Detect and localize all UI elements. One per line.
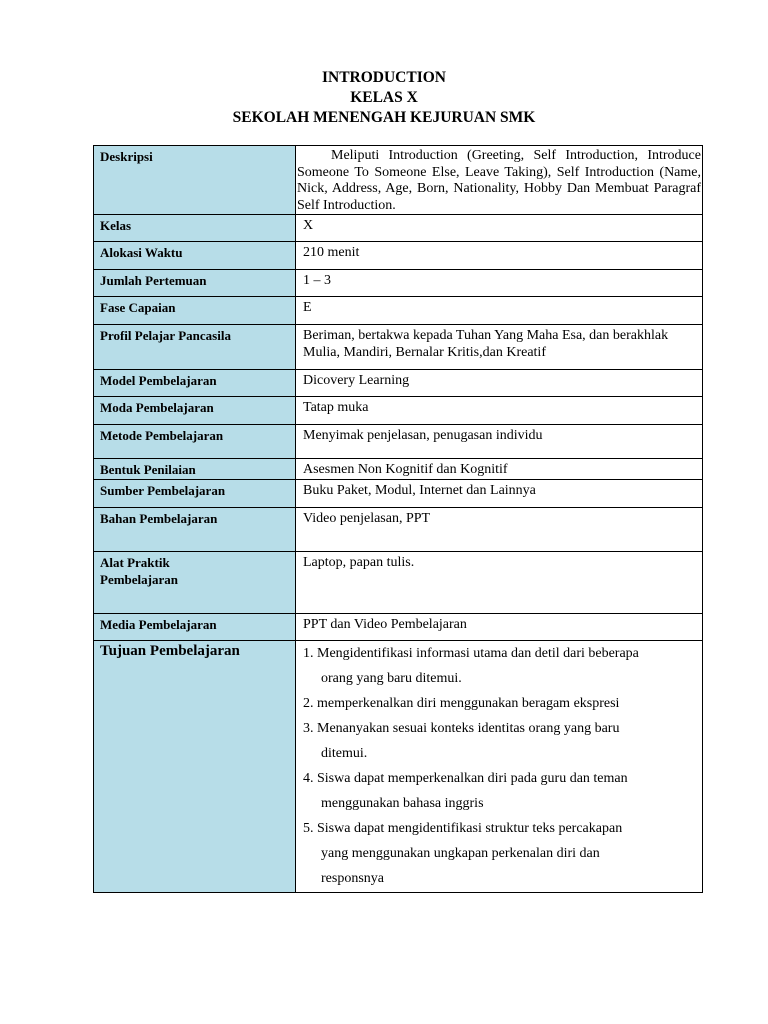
value-bentuk-penilaian: Asesmen Non Kognitif dan Kognitif xyxy=(296,459,703,480)
value-model-pembelajaran: Dicovery Learning xyxy=(296,370,703,397)
label-alat-praktik xyxy=(94,552,296,614)
goal-item-1 xyxy=(303,641,696,691)
table-row-bentuk-penilaian xyxy=(94,459,703,480)
table-row-fase-capaian xyxy=(94,297,703,325)
label-model-pembelajaran: Model Pembelajaran xyxy=(94,370,296,397)
table-row-kelas xyxy=(94,215,703,242)
table-row-tujuan-pembelajaran xyxy=(94,641,703,893)
label-sumber-pembelajaran: Sumber Pembelajaran xyxy=(94,480,296,508)
table-row-model-pembelajaran xyxy=(94,370,703,397)
goal-1-line1: 1. Mengidentifikasi informasi utama dan detil dari beberapa xyxy=(303,646,639,661)
label-moda-pembelajaran: Moda Pembelajaran xyxy=(94,397,296,425)
goal-5-line3: responsnya xyxy=(321,871,384,886)
goal-4-line2: menggunakan bahasa inggris xyxy=(321,796,484,811)
table-row-alat-praktik xyxy=(94,552,703,614)
table-row-bahan-pembelajaran xyxy=(94,508,703,552)
goal-item-4 xyxy=(303,766,696,816)
label-kelas: Kelas xyxy=(94,215,296,242)
goal-item-2 xyxy=(303,691,696,716)
goal-4-line1: 4. Siswa dapat memperkenalkan diri pada guru dan teman xyxy=(303,771,628,786)
label-bentuk-penilaian: Bentuk Penilaian xyxy=(94,459,296,480)
table-row-profil-pelajar xyxy=(94,325,703,370)
goal-1-line2: orang yang baru ditemui. xyxy=(321,671,462,686)
label-jumlah-pertemuan: Jumlah Pertemuan xyxy=(94,270,296,297)
label-media-pembelajaran: Media Pembelajaran xyxy=(94,614,296,641)
document-title xyxy=(0,68,768,128)
module-info-table xyxy=(93,145,703,893)
value-profil-pelajar: Beriman, bertakwa kepada Tuhan Yang Maha Esa, dan berakhlak Mulia, Mandiri, Bernalar Kritis,dan Kreatif xyxy=(296,325,703,370)
goal-2-line1: 2. memperkenalkan diri menggunakan beragam ekspresi xyxy=(303,696,620,711)
label-alat-praktik-line1: Alat Praktik xyxy=(100,555,170,570)
goals-list xyxy=(303,641,696,891)
label-profil-pelajar: Profil Pelajar Pancasila xyxy=(94,325,296,370)
table-row-alokasi-waktu xyxy=(94,242,703,270)
value-media-pembelajaran: PPT dan Video Pembelajaran xyxy=(296,614,703,641)
label-alokasi-waktu: Alokasi Waktu xyxy=(94,242,296,270)
value-sumber-pembelajaran: Buku Paket, Modul, Internet dan Lainnya xyxy=(296,480,703,508)
title-line-3: SEKOLAH MENENGAH KEJURUAN SMK xyxy=(232,109,536,126)
label-deskripsi: Deskripsi xyxy=(94,146,296,215)
label-tujuan-pembelajaran: Tujuan Pembelajaran xyxy=(94,641,296,893)
table-row-metode-pembelajaran xyxy=(94,425,703,459)
deskripsi-text: Meliputi Introduction (Greeting, Self Introduction, Introduce Someone To Someone Else, Leave Taking), Self Introduction (Name, Nick, Address, Age, Born, Nationality, Hobby Dan Membuat Paragraf Self Introduction. xyxy=(297,148,701,213)
value-kelas: X xyxy=(296,215,703,242)
value-tujuan-pembelajaran xyxy=(296,641,703,893)
goal-3-line1: 3. Menanyakan sesuai konteks identitas orang yang baru xyxy=(303,721,620,736)
table-row-media-pembelajaran xyxy=(94,614,703,641)
value-bahan-pembelajaran: Video penjelasan, PPT xyxy=(296,508,703,552)
value-alat-praktik: Laptop, papan tulis. xyxy=(296,552,703,614)
value-fase-capaian: E xyxy=(296,297,703,325)
value-deskripsi xyxy=(296,146,703,215)
table-row-jumlah-pertemuan xyxy=(94,270,703,297)
value-moda-pembelajaran: Tatap muka xyxy=(296,397,703,425)
table-row-deskripsi xyxy=(94,146,703,215)
value-jumlah-pertemuan: 1 – 3 xyxy=(296,270,703,297)
title-line-2: KELAS X xyxy=(350,89,418,106)
value-metode-pembelajaran: Menyimak penjelasan, penugasan individu xyxy=(296,425,703,459)
goal-5-line1: 5. Siswa dapat mengidentifikasi struktur teks percakapan xyxy=(303,821,623,836)
label-fase-capaian: Fase Capaian xyxy=(94,297,296,325)
goal-item-3 xyxy=(303,716,696,766)
value-alokasi-waktu: 210 menit xyxy=(296,242,703,270)
table-row-moda-pembelajaran xyxy=(94,397,703,425)
goal-3-line2: ditemui. xyxy=(321,746,368,761)
label-metode-pembelajaran: Metode Pembelajaran xyxy=(94,425,296,459)
table-row-sumber-pembelajaran xyxy=(94,480,703,508)
title-line-1: INTRODUCTION xyxy=(321,69,446,86)
goal-item-5 xyxy=(303,816,696,891)
label-alat-praktik-line2: Pembelajaran xyxy=(100,572,178,587)
goal-5-line2: yang menggunakan ungkapan perkenalan diri dan xyxy=(321,846,600,861)
label-bahan-pembelajaran: Bahan Pembelajaran xyxy=(94,508,296,552)
